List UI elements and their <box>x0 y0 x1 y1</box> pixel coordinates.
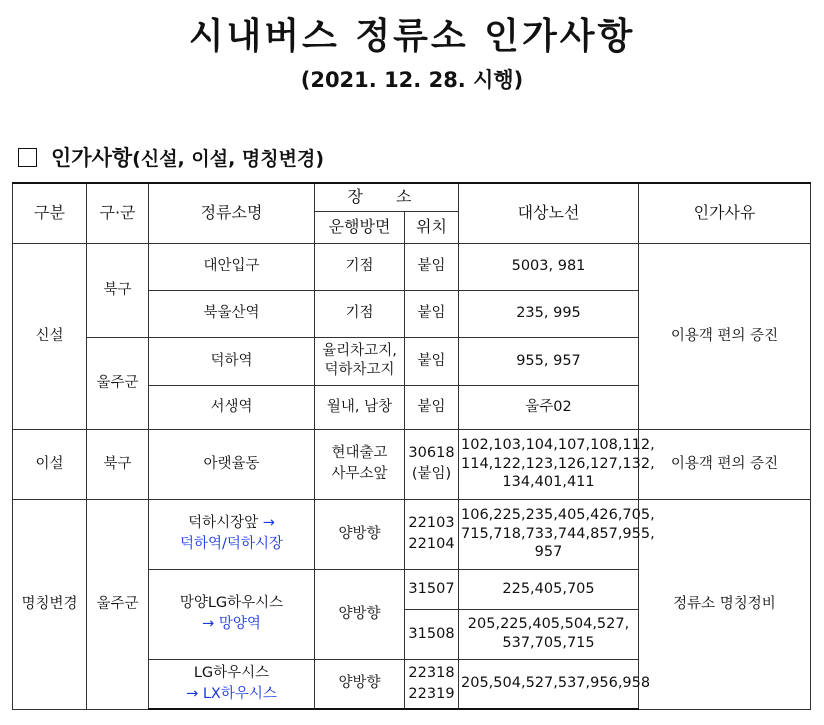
position-cell <box>405 659 459 709</box>
routes-cell <box>459 429 655 499</box>
routes-cell: 955, 957 <box>459 337 639 385</box>
stop-name-cell <box>149 659 315 709</box>
reason-cell: 이용객 편의 증진 <box>639 429 811 499</box>
position-line: (붙임) <box>411 466 452 482</box>
district-cell: 울주군 <box>87 337 149 429</box>
approval-table <box>12 182 811 710</box>
direction-cell: 양방향 <box>315 569 405 659</box>
district-cell: 북구 <box>87 243 149 337</box>
header-location: 장 소 <box>315 183 459 211</box>
new-name: → 망양역 <box>202 616 261 632</box>
direction-line: 현대출고 <box>331 444 388 461</box>
routes-line: 205,225,405,504,527, <box>467 616 630 633</box>
direction-cell <box>315 429 405 499</box>
header-stop-name: 정류소명 <box>149 183 315 243</box>
stop-name-cell <box>149 499 315 569</box>
direction-line: 덕하차고지 <box>324 362 395 378</box>
position-cell <box>405 499 459 569</box>
header-routes: 대상노선 <box>459 183 639 243</box>
routes-cell: 울주02 <box>459 385 639 429</box>
routes-line: 134,401,411 <box>502 474 595 491</box>
old-name: 덕하시장앞 <box>188 514 259 531</box>
routes-line: 715,718,733,744,857,955, <box>461 525 655 542</box>
reason-cell: 이용객 편의 증진 <box>639 243 811 429</box>
reason-cell: 정류소 명칭정비 <box>639 499 811 709</box>
header-position: 위치 <box>405 211 459 243</box>
direction-cell <box>315 337 405 385</box>
section-title: 인가사항 <box>51 146 133 170</box>
direction-cell: 기점 <box>315 243 405 290</box>
routes-cell: 225,405,705 <box>459 569 639 609</box>
new-name: 덕하역/덕하시장 <box>180 536 283 552</box>
stop-name-cell: 아랫율동 <box>149 429 315 499</box>
table-row <box>13 499 811 569</box>
position-line: 22103 <box>408 514 455 531</box>
effective-date: (2021. 12. 28. 시행) <box>300 68 524 92</box>
stop-name-cell: 서생역 <box>149 385 315 429</box>
position-cell: 붙임 <box>405 243 459 290</box>
category-cell: 이설 <box>13 429 87 499</box>
district-cell: 울주군 <box>87 499 149 709</box>
district-cell: 북구 <box>87 429 149 499</box>
routes-line: 106,225,235,405,426,705, <box>461 506 655 523</box>
position-line: 30618 <box>408 444 455 461</box>
direction-cell: 월내, 남창 <box>315 385 405 429</box>
new-name: → LX하우시스 <box>186 685 277 702</box>
routes-line: 114,122,123,126,127,132, <box>461 455 655 472</box>
routes-line: 102,103,104,107,108,112, <box>461 436 655 453</box>
header-district: 구·군 <box>87 183 149 243</box>
position-cell: 31508 <box>405 609 459 659</box>
section-heading <box>18 142 324 172</box>
routes-cell: 205,504,527,537,956,958 <box>459 659 639 709</box>
old-name-line <box>151 513 312 534</box>
position-cell: 31507 <box>405 569 459 609</box>
direction-cell: 기점 <box>315 290 405 337</box>
position-cell: 붙임 <box>405 337 459 385</box>
header-reason: 인가사유 <box>639 183 811 243</box>
stop-name-cell <box>149 569 315 659</box>
header-row <box>13 183 811 211</box>
direction-cell: 양방향 <box>315 499 405 569</box>
routes-cell: 5003, 981 <box>459 243 639 290</box>
arrow-icon: → <box>262 514 275 531</box>
stop-name-cell: 덕하역 <box>149 337 315 385</box>
direction-cell: 양방향 <box>315 659 405 709</box>
checkbox-square-icon <box>18 148 37 167</box>
old-name: 망양LG하우시스 <box>179 594 284 611</box>
routes-cell: 235, 995 <box>459 290 639 337</box>
stop-name-cell: 북울산역 <box>149 290 315 337</box>
position-line: 22104 <box>408 536 455 552</box>
page-title: 시내버스 정류소 인가사항 <box>188 16 636 57</box>
stop-name-cell: 대안입구 <box>149 243 315 290</box>
table-row <box>13 243 811 290</box>
position-cell <box>405 429 459 499</box>
header-direction: 운행방면 <box>315 211 405 243</box>
position-cell: 붙임 <box>405 290 459 337</box>
position-line: 22318 <box>408 664 455 681</box>
position-cell: 붙임 <box>405 385 459 429</box>
old-name: LG하우시스 <box>193 664 270 681</box>
routes-line: 957 <box>534 544 563 561</box>
routes-cell <box>459 609 639 659</box>
header-category: 구분 <box>13 183 87 243</box>
direction-line: 율리차고지, <box>322 343 397 360</box>
routes-cell <box>459 499 655 569</box>
routes-line: 537,705,715 <box>502 635 595 651</box>
position-line: 22319 <box>408 685 455 702</box>
category-cell: 명칭변경 <box>13 499 87 709</box>
direction-line: 사무소앞 <box>331 466 388 482</box>
category-cell: 신설 <box>13 243 87 429</box>
table-row <box>13 429 811 499</box>
section-subtitle: (신설, 이설, 명칭변경) <box>132 147 325 170</box>
